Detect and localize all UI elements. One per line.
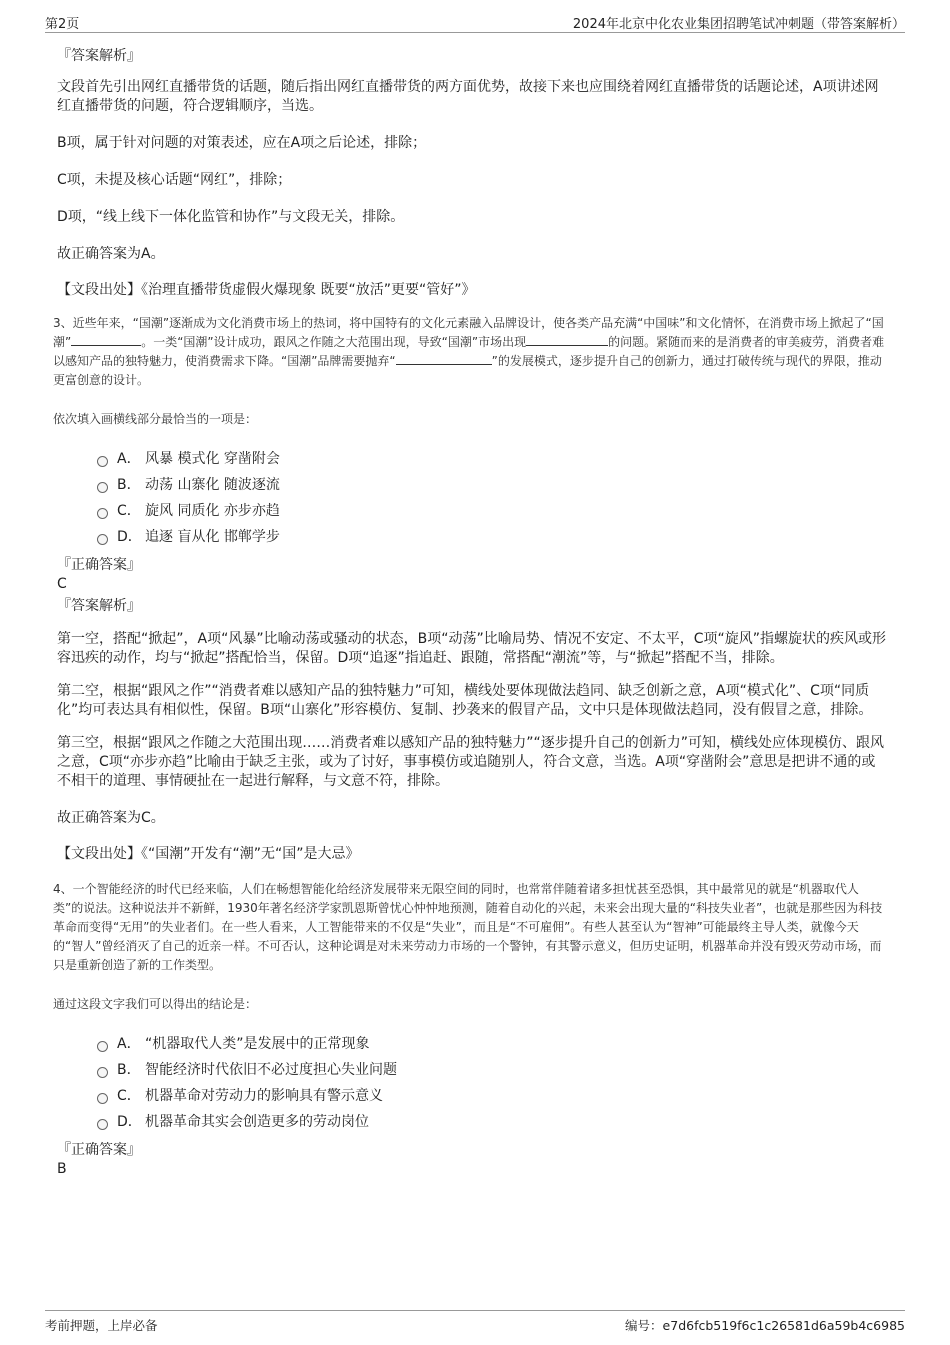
option-c[interactable]: C． 机器革命对劳动力的影响具有警示意义 [97,1083,887,1109]
page-number: 第2页 [45,17,80,32]
correct-answer-label: 『正确答案』 [57,1142,141,1158]
radio-icon[interactable] [97,456,108,467]
page-content [53,46,887,1179]
source-citation: 【文段出处】《治理直播带货虚假火爆现象 既要“放活”更要“管好”》 [57,282,476,298]
option-a[interactable]: A． 风暴 模式化 穿凿附会 [97,446,887,472]
correct-answer-value: B [57,1161,67,1177]
option-c[interactable]: C． 旋风 同质化 亦步亦趋 [97,498,887,524]
page-footer [45,1310,905,1335]
option-a[interactable]: A． “机器取代人类”是发展中的正常现象 [97,1031,887,1057]
radio-icon[interactable] [97,1119,108,1130]
stem-text: 。一类“国潮”设计成功，跟风之作随之大范围出现，导致“国潮”市场出现 [141,335,527,349]
analysis-conclusion: 故正确答案为C。 [57,810,165,826]
fill-blank [396,352,492,365]
fill-blank [71,333,141,346]
question-3-options [97,446,887,550]
analysis-paragraph: C项，未提及核心话题“网红”，排除； [57,172,292,188]
radio-icon[interactable] [97,482,108,493]
option-d[interactable]: D． 追逐 盲从化 邯郸学步 [97,524,887,550]
page-header [45,10,905,33]
analysis-label: 『答案解析』 [57,598,141,614]
document-code: 编号：e7d6fcb519f6c1c26581d6a59b4c6985 [625,1318,905,1333]
analysis-label: 『答案解析』 [57,48,141,64]
analysis-paragraph: 文段首先引出网红直播带货的话题，随后指出网红直播带货的两方面优势，故接下来也应围绕着网红直播带货的话题论述，A项讲述网红直播带货的问题，符合逻辑顺序，当选。 [57,79,879,114]
stem-text: ”的发展模式，逐步提升自己的创新力，通过打破传统与现代的界限，推动更富创意的设计。 [53,354,882,387]
document-title: 2024年北京中化农业集团招聘笔试冲刺题（带答案解析） [572,17,905,32]
radio-icon[interactable] [97,508,108,519]
question-4-options [97,1031,887,1135]
analysis-paragraph: B项，属于针对问题的对策表述，应在A项之后论述，排除； [57,135,427,151]
stem-text: 的问题。紧随而来的是消费者的审美疲劳，消费者难以感知产品的独特魅力，使消费需求下降。“国潮”品牌需要抛弃“ [53,335,885,368]
option-b[interactable]: B． 动荡 山寨化 随波逐流 [97,472,887,498]
question-4-prompt: 通过这段文字我们可以得出的结论是： [53,997,258,1011]
radio-icon[interactable] [97,1093,108,1104]
analysis-conclusion: 故正确答案为A。 [57,246,165,262]
source-citation: 【文段出处】《“国潮”开发有“潮”无“国”是大忌》 [57,846,360,862]
footer-slogan: 考前押题，上岸必备 [45,1318,158,1333]
stem-text: 3、近些年来，“国潮”逐渐成为文化消费市场上的热词，将中国特有的文化元素融入品牌设计，使各类产品充满“中国味”和文化情怀，在消费市场上掀起了“国潮” [53,316,884,349]
correct-answer-label: 『正确答案』 [57,557,141,573]
radio-icon[interactable] [97,534,108,545]
analysis-paragraph: 第二空，根据“跟风之作”“消费者难以感知产品的独特魅力”可知，横线处要体现做法趋同、缺乏创新之意，A项“模式化”、C项“同质化”均可表达具有相似性，保留。B项“山寨化”形容模仿、复制、抄袭来的假冒产品，文中只是体现做法趋同，没有假冒之意，排除。 [57,683,873,718]
fill-blank [526,333,608,346]
option-d[interactable]: D． 机器革命其实会创造更多的劳动岗位 [97,1109,887,1135]
radio-icon[interactable] [97,1041,108,1052]
radio-icon[interactable] [97,1067,108,1078]
analysis-paragraph: 第一空，搭配“掀起”，A项“风暴”比喻动荡或骚动的状态，B项“动荡”比喻局势、情况不安定、不太平，C项“旋风”指螺旋状的疾风或形容迅疾的动作，均与“掀起”搭配恰当，保留。D项“追逐”指追赶、跟随，常搭配“潮流”等，与“掀起”搭配不当，排除。 [57,631,886,666]
analysis-paragraph: D项，“线上线下一体化监管和协作”与文段无关，排除。 [57,209,405,225]
question-3-prompt: 依次填入画横线部分最恰当的一项是： [53,412,258,426]
question-3-stem [53,314,887,390]
question-4-stem: 4、一个智能经济的时代已经来临，人们在畅想智能化给经济发展带来无限空间的同时，也常常伴随着诸多担忧甚至恐惧，其中最常见的就是“机器取代人类”的说法。这种说法并不新鲜，1930年著名经济学家凯恩斯曾忧心忡忡地预测，随着自动化的兴起，未来会出现大量的“科技失业者”，也就是那些因为科技革命而变得“无用”的失业者们。在一些人看来，人工智能带来的不仅是“失业”，而且是“不可雇佣”。有些人甚至认为“智神”可能最终主导人类，就像今天的“智人”曾经消灭了自己的近亲一样。不可否认，这种论调是对未来劳动力市场的一个警钟，有其警示意义，但历史证明，机器革命并没有毁灭劳动市场，而只是重新创造了新的工作类型。 [53,882,883,972]
option-b[interactable]: B． 智能经济时代依旧不必过度担心失业问题 [97,1057,887,1083]
correct-answer-value: C [57,576,67,592]
analysis-paragraph: 第三空，根据“跟风之作随之大范围出现……消费者难以感知产品的独特魅力”“逐步提升自己的创新力”可知，横线处应体现模仿、跟风之意，C项“亦步亦趋”比喻由于缺乏主张，或为了讨好，事事模仿或追随别人，符合文意，当选。A项“穿凿附会”意思是把讲不通的或不相干的道理、事情硬扯在一起进行解释，与文意不符，排除。 [57,735,885,789]
